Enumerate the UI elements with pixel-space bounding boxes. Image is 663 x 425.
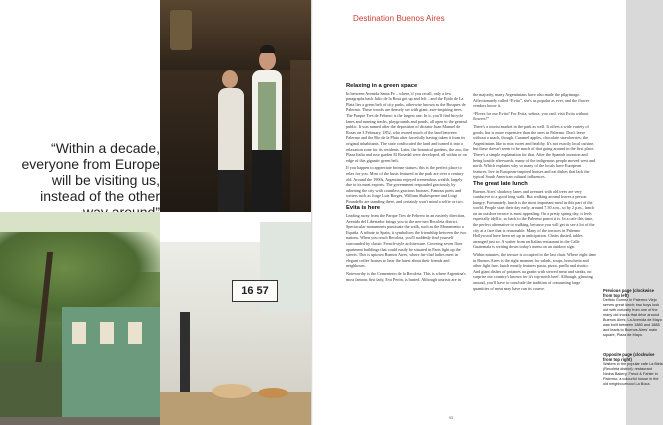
paragraph: There's a tourist market in the park as well. It offers a wide variety of goods, but is more expensive than the ones in Palermo. Don't leave without a snack, though. Caramel apples, chocolate strawberries; the Argentinians like to mix sweet and healthy. It's not exactly local cuisine, but these doesn't seem to be much of that going around in the first place. There's a simple explanation for that. After the Spanish invasion and being hostile afterwards, many of the indigenous people moved west and north. Which explains why so many of the locals have European features, live in European-inspired houses and eat dishes that lack the typical South American cultural influences. xyxy=(473,123,596,180)
caption-previous-page xyxy=(603,288,663,338)
caption-label: Previous page (clockwise from top left) xyxy=(603,288,654,298)
paragraph: Buenos Aires' shadowy lanes and avenues with old trees are very conducive to a good long walk. But walking around leaves a person hungry. Fortunately, lunch is the most important meal in this part of the world. People start their day early, around 7.30 a.m., so by 2 p.m., lunch on an outdoor terrace is most appealing. On a pretty spring day, it feels especially idyllic, so back to the Palermo parrot it is. In a cafe this time, the perfect alternative to walking, because you will get to see a lot of the city at a face that is reasonable. Many of the terraces in Palermo Hollywood have been set up in anticipation. Chairs dusted, tables arranged just so. A waiter from an Italian restaurant in the Calle Guatemala is writing down today's menu on an outdoor sign. xyxy=(473,188,595,250)
waiter-right-trousers xyxy=(252,150,282,212)
waiter-left-shirt xyxy=(218,88,244,178)
shrubs xyxy=(0,362,62,425)
pull-quote: “Within a decade, everyone from Europe will be visiting us, instead of the other xyxy=(21,140,160,204)
text-column-1 xyxy=(346,82,469,284)
caption-opposite-page xyxy=(603,352,663,387)
window-glow xyxy=(170,10,192,50)
section-header: Destination Buenos Aires xyxy=(353,14,445,23)
street-photo xyxy=(0,212,160,425)
paragraph: the majority, many Argentinians have also made the pilgrimage. Affectionately called “Evita”, she's as popular as ever, and the flower vendors know it. xyxy=(473,92,590,109)
cafe-photo xyxy=(160,212,313,425)
waiters-photo xyxy=(160,0,313,212)
caption-text: Waiters in the popular cafe La Biela (Recoleta district); restaurant Ninina Bakery, Freud & Fahler in Palermo; a colourful house in the old neighbourhood La Boca. xyxy=(603,362,663,386)
paragraph: “Flores for our Evita? For Evita, señora, you can't visit Evita without flowers!” xyxy=(473,110,589,122)
waiter-right-head xyxy=(259,50,276,70)
waiter-left-head xyxy=(222,70,238,88)
subheading-green-space: Relaxing in a green space xyxy=(346,83,418,89)
page-number: 93 xyxy=(449,416,453,420)
paragraph: If you happen to appreciate bronze statues, this is the perfect place to relax for you. Most of the busts featured in the park are over a century old. Around the 1900s, Argentina enjoyed tremendous wealth, largely due to its meat exports. The government responded graciously by adorning the city with countless gracious bronzes. Famous poets and writers such as Jorge Luis Borges, William Shakespeare and Luigi Pirandello are standing there, and certainly won't mind a selfie or two. xyxy=(346,165,464,204)
house-window-2 xyxy=(100,322,114,344)
text-column-2 xyxy=(473,92,596,293)
caption-text: Delfido Gomez in Palermo Viejo serves great lunch; two boys look out with curiosity from one of the many old trucks that drive around Buenos Aires; La Avenida de Mayo was built between 1880 and 1888 and leads to Buenos Aires' main square, Plaza de Mayo. xyxy=(603,298,662,337)
pavement xyxy=(0,417,160,425)
pastries xyxy=(258,388,288,398)
waiter-left-trousers xyxy=(218,170,244,212)
clock-sign: 16 57 xyxy=(232,280,278,302)
subheading-late-lunch: The great late lunch xyxy=(473,180,528,187)
paragraph: Noteworthy is the Cementerio de la Recoleta. This is where Argentina's most famous first lady, Eva Perón, is buried. Although tourists are in xyxy=(346,271,466,282)
paragraph: In between Avenida Santa Fe – where, if you recall, only a few paragraphs back Julio de la Rosa got up and left – and the Ejido de La Plata lies a green belt of city parks, otherwise known as the Bosques de Palermo. These woods are densely set with giant, awe-inspiring trees. The Parque Tres de Febrero is the largest one. In it, you'll find bicycle lanes and running tracks, playgrounds and ponds, all open to the general public. It was named after the deposition of dictator Juan Manuel de Rosas on 3 February, 1852, who owned much of the land between Palermo and the Río de la Plata after forcefully having taken it from its original inhabitants. The state confiscated the land and turned it into a relaxation zone for its residents. Later, the botanical gardens, the zoo, the Plaza Italia and rose garden El Rosedal were developed, all within or on edge of this gigantic green belt. xyxy=(346,90,469,163)
paragraph: Within minutes, the terrace is occupied to the last chair. Where eight time in Buenos Aires is the right moment for salads, soups, bruschetta and other light fare, lunch mostly features pasta, pizza, paella and risotto. And giant dishes of potatoes au gratin with stewed meat and steaks, no surprise our country's known for it's top-notch beef. Although, glancing around, you'll have to conclude the tradition of consuming large quantities of meat may have run its course. xyxy=(473,252,597,291)
house-window-3 xyxy=(128,322,142,344)
caption-label: Opposite page (clockwise from top right) xyxy=(603,352,655,362)
waiter-right-vest xyxy=(258,82,276,152)
subheading-evita: Evita is here xyxy=(346,205,381,212)
bread-basket xyxy=(212,384,252,398)
left-page xyxy=(0,0,313,425)
bar-pillar xyxy=(180,312,190,402)
waiter-right-hair xyxy=(260,45,275,53)
paragraph: Leading away from the Parque Tres de Febrero in an easterly direction, Avenida del Libertador brings you to the neo-neo Recoleta district. Spectacular monuments punctuate the walk, such as the Monumento a España. A tribute to Spain, it symbolises the friendship between the two nations. When you reach Recoleta, you'll suddenly find yourself surrounded by classic French-style architecture. Covering seven floor apartment buildings that could easily be situated in Paris light up the streets. This is uptown Buenos Aires, where fur-clad ladies meet in elegant coffee houses to hear the latest about their friends and neighbours. xyxy=(346,213,467,269)
house-window-1 xyxy=(72,322,86,344)
right-page xyxy=(313,0,663,425)
doorway xyxy=(290,60,313,212)
